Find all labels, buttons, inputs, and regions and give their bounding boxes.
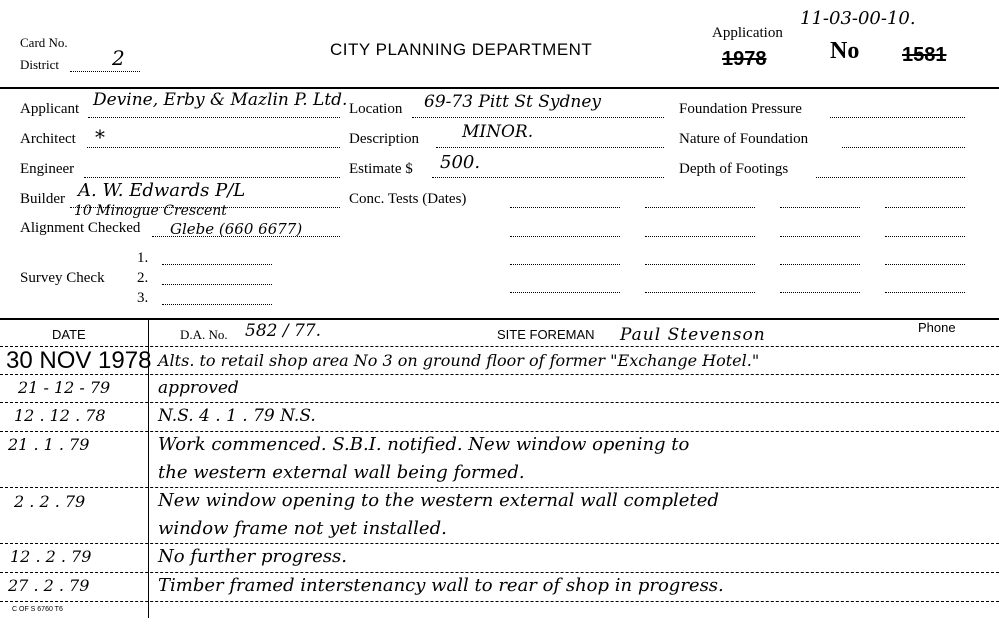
log-entry: Timber framed interstenancy wall to rear of shop in progress. <box>158 575 724 596</box>
conc-line-b1 <box>510 236 620 237</box>
log-date: 12 . 2 . 79 <box>10 547 92 566</box>
application-label: Application <box>712 25 783 41</box>
conc-line-c4 <box>885 264 965 265</box>
architect-label: Architect <box>20 131 76 147</box>
survey-line-3 <box>162 304 272 305</box>
conc-line-d4 <box>885 292 965 293</box>
location-label: Location <box>349 101 403 117</box>
conc-line-b4 <box>885 236 965 237</box>
da-no-value: 582 / 77. <box>245 321 322 341</box>
log-row <box>0 432 999 458</box>
conc-line-a1 <box>510 207 620 208</box>
log-entry: New window opening to the western external wall completed <box>158 490 719 511</box>
log-entry: Alts. to retail shop area No 3 on ground floor of former "Exchange Hotel." <box>158 351 760 370</box>
log-row <box>0 347 999 374</box>
conc-line-a4 <box>885 207 965 208</box>
survey-line-1 <box>162 264 272 265</box>
card-title: CITY PLANNING DEPARTMENT <box>330 40 593 59</box>
survey-line-2 <box>162 284 272 285</box>
architect-line <box>87 147 340 148</box>
no-symbol: No <box>830 38 860 64</box>
log-rule-7 <box>0 601 999 602</box>
estimate-line <box>432 177 664 178</box>
log-row <box>0 573 999 600</box>
log-entry: the western external wall being formed. <box>158 462 525 483</box>
district-line <box>70 71 140 72</box>
log-date: 30 NOV 1978 <box>6 347 152 374</box>
log-row <box>0 375 999 402</box>
foundation-pressure-line <box>830 117 965 118</box>
district-value: 2 <box>112 46 125 70</box>
log-date: 2 . 2 . 79 <box>14 492 86 511</box>
application-year: 1978 <box>722 48 767 70</box>
log-row <box>0 488 999 514</box>
description-label: Description <box>349 131 419 147</box>
log-row <box>0 516 999 542</box>
card-no-label: Card No. <box>20 35 68 50</box>
conc-line-b3 <box>780 236 860 237</box>
conc-line-b2 <box>645 236 755 237</box>
log-date: 21 - 12 - 79 <box>18 378 111 397</box>
log-entry: N.S. 4 . 1 . 79 N.S. <box>158 406 316 426</box>
conc-line-c1 <box>510 264 620 265</box>
description-value: MINOR. <box>462 122 534 142</box>
estimate-value: 500. <box>440 152 481 173</box>
log-row <box>0 403 999 430</box>
phone-label: Phone <box>918 320 956 335</box>
log-entry: window frame not yet installed. <box>158 518 447 539</box>
log-top-rule <box>0 318 999 320</box>
application-new-number: 11-03-00-10. <box>800 8 916 29</box>
district-label: District <box>20 57 59 72</box>
log-entry: No further progress. <box>158 546 347 567</box>
conc-tests-label: Conc. Tests (Dates) <box>349 191 467 207</box>
description-line <box>436 147 664 148</box>
site-foreman-label: SITE FOREMAN <box>497 327 595 342</box>
application-old-number: 1581 <box>902 44 947 66</box>
conc-line-a2 <box>645 207 755 208</box>
nature-of-foundation-label: Nature of Foundation <box>679 131 809 147</box>
log-entry: approved <box>158 378 239 398</box>
conc-line-c2 <box>645 264 755 265</box>
survey-check-label: Survey Check <box>20 270 105 286</box>
location-line <box>412 117 664 118</box>
survey-number-3: 3. <box>137 290 149 306</box>
builder-label: Builder <box>20 191 65 207</box>
conc-line-d2 <box>645 292 755 293</box>
da-no-label: D.A. No. <box>180 327 228 342</box>
site-foreman-value: Paul Stevenson <box>620 325 766 345</box>
log-date: 21 . 1 . 79 <box>8 435 90 454</box>
form-code: C OF S 6760 T6 <box>12 606 63 613</box>
log-row <box>0 460 999 486</box>
applicant-label: Applicant <box>20 101 80 117</box>
estimate-label: Estimate $ <box>349 161 413 177</box>
foundation-pressure-label: Foundation Pressure <box>679 101 802 117</box>
nature-of-foundation-line <box>842 147 965 148</box>
log-date: 12 . 12 . 78 <box>14 406 106 425</box>
applicant-line <box>88 117 340 118</box>
date-column-header: DATE <box>52 327 86 342</box>
conc-line-d1 <box>510 292 620 293</box>
engineer-label: Engineer <box>20 161 75 177</box>
log-entry: Work commenced. S.B.I. notified. New window opening to <box>158 434 690 455</box>
architect-value: * <box>95 125 105 149</box>
location-value: 69-73 Pitt St Sydney <box>424 92 601 112</box>
alignment-label: Alignment Checked <box>20 220 141 236</box>
builder-value: A. W. Edwards P/L <box>78 180 246 201</box>
conc-line-c3 <box>780 264 860 265</box>
log-row <box>0 544 999 571</box>
survey-number-2: 2. <box>137 270 149 286</box>
builder-address: 10 Minogue Crescent <box>74 203 227 219</box>
conc-line-a3 <box>780 207 860 208</box>
survey-number-1: 1. <box>137 250 149 266</box>
depth-of-footings-line <box>816 177 965 178</box>
header-rule <box>0 87 999 89</box>
engineer-line <box>84 177 340 178</box>
alignment-value: Glebe (660 6677) <box>170 220 303 238</box>
applicant-value: Devine, Erby & Mazlin P. Ltd. <box>93 90 348 110</box>
log-date: 27 . 2 . 79 <box>8 576 90 595</box>
conc-line-d3 <box>780 292 860 293</box>
depth-of-footings-label: Depth of Footings <box>679 161 789 177</box>
